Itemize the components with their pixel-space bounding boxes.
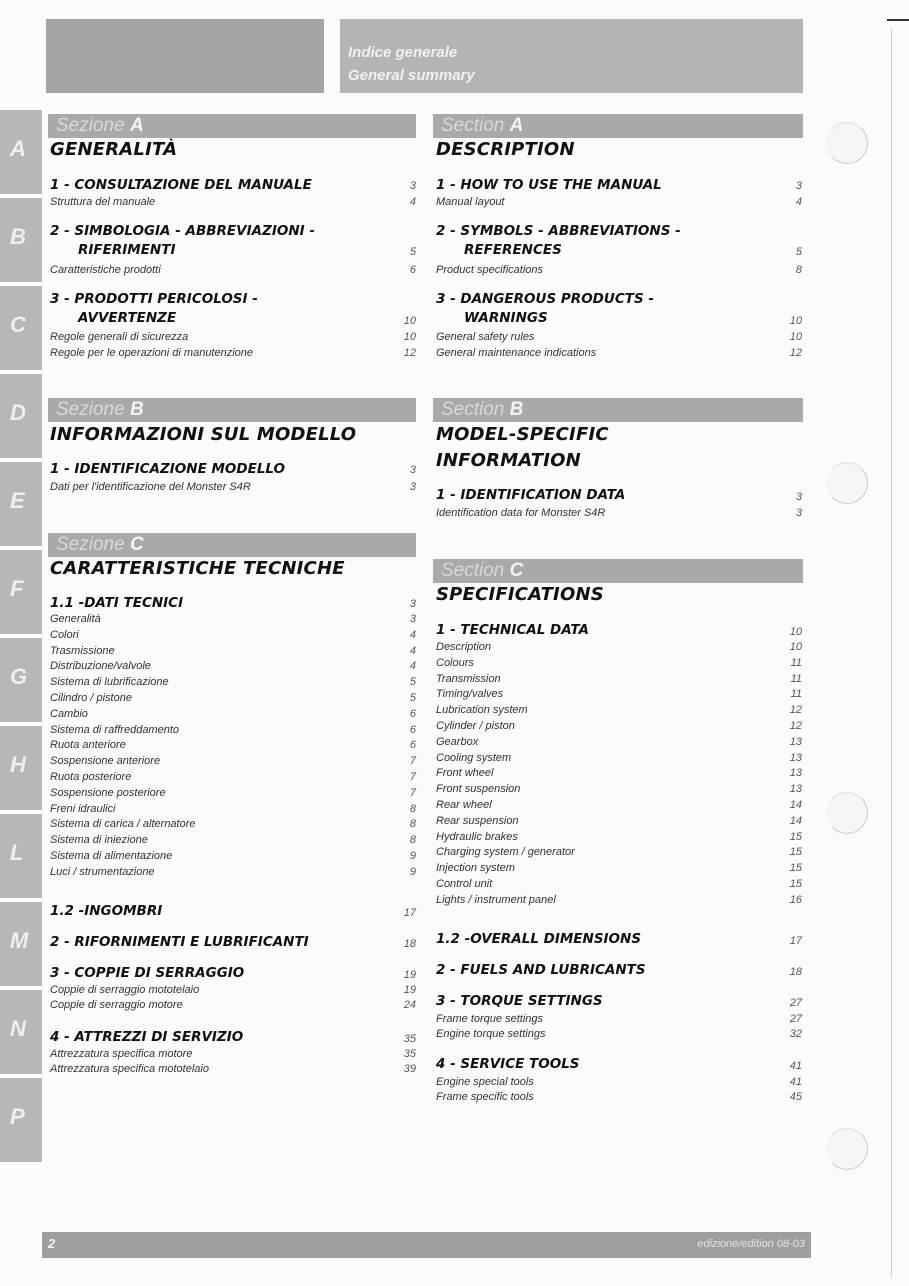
it-section-c-bar: Sezione C [48, 533, 416, 557]
header-title-block [340, 19, 803, 93]
en-a-ch3-page: 10 [789, 315, 802, 327]
edition-label: edizione/edition 08-03 [697, 1238, 805, 1250]
en-a-ch2-item: Product specifications [436, 264, 543, 276]
list-item: Rear suspension 14 [436, 814, 802, 827]
it-a-ch1-item-page: 4 [409, 196, 416, 208]
en-b-ch1-page: 3 [795, 491, 802, 503]
it-c-ch2-title: 2 - RIFORNIMENTI E LUBRIFICANTI [50, 934, 309, 950]
en-c-ch4-item-1: Engine special tools [436, 1076, 534, 1088]
list-item: Rear wheel 14 [436, 798, 802, 811]
list-item: Front wheel 13 [436, 767, 802, 780]
it-a-ch1-title: 1 - CONSULTAZIONE DEL MANUALE [50, 177, 312, 193]
en-a-ch2-page: 5 [795, 246, 802, 258]
it-section-a-bar: Sezione A [48, 114, 416, 138]
it-c-ch3-item-1-page: 19 [403, 984, 416, 996]
it-a-ch3-item-1-page: 10 [403, 331, 416, 343]
tab-c[interactable]: C [0, 286, 42, 374]
list-item: Generalità 3 [50, 613, 416, 625]
list-item: Cilindro / pistone 5 [50, 691, 416, 704]
it-section-b-bar: Sezione B [48, 398, 416, 422]
it-section-b-title: INFORMAZIONI SUL MODELLO [50, 424, 357, 445]
en-a-ch1-item: Manual layout [436, 196, 505, 208]
list-item: Sospensione posteriore 7 [50, 786, 416, 799]
en-a-ch3-item-1-page: 10 [789, 331, 802, 343]
it-a-ch3-title-cont: AVVERTENZE [78, 310, 177, 326]
it-section-a-title: GENERALITÀ [50, 139, 178, 160]
binder-hole [826, 792, 868, 834]
en-section-b-title: MODEL-SPECIFIC [436, 424, 609, 445]
list-item: Colours 11 [436, 656, 802, 669]
en-c-ch3-item-1-page: 27 [789, 1013, 802, 1025]
en-a-ch2-item-page: 8 [795, 264, 802, 276]
list-item: Cooling system 13 [436, 751, 802, 764]
en-a-ch3-item-2: General maintenance indications [436, 347, 597, 359]
en-b-ch1-item-page: 3 [795, 507, 802, 519]
list-item: Ruota anteriore 6 [50, 739, 416, 752]
en-c-ch4-item-2: Frame specific tools [436, 1091, 534, 1103]
en-a-ch3-item-2-page: 12 [789, 347, 802, 359]
it-c-ch2-page: 18 [403, 938, 416, 950]
list-item: Freni idraulici 8 [50, 802, 416, 815]
en-c-ch12-page: 17 [789, 935, 802, 947]
en-section-b-title-cont: INFORMATION [436, 450, 581, 471]
it-c-ch4-item-2-page: 39 [403, 1063, 416, 1075]
it-c-ch12-page: 17 [403, 907, 416, 919]
list-item: Luci / strumentazione 9 [50, 865, 416, 878]
it-a-ch3-item-1: Regole generali di sicurezza [50, 331, 189, 343]
it-a-ch2-item: Caratteristiche prodotti [50, 264, 161, 276]
en-a-ch1-page: 3 [795, 180, 802, 192]
en-c-ch3-page: 27 [789, 997, 802, 1009]
tab-d[interactable]: D [0, 374, 42, 462]
en-a-ch3-title: 3 - DANGEROUS PRODUCTS - [436, 291, 654, 307]
title-english: General summary [348, 67, 475, 84]
edge-mark [887, 19, 909, 21]
it-a-ch3-page: 10 [403, 315, 416, 327]
en-a-ch3-item-1: General safety rules [436, 331, 535, 343]
it-c-ch11-list [50, 613, 416, 882]
binder-hole [826, 1128, 868, 1170]
tab-e[interactable]: E [0, 462, 42, 550]
page-edge [891, 28, 892, 1278]
en-c-ch2-page: 18 [789, 966, 802, 978]
it-a-ch3-item-2-page: 12 [403, 347, 416, 359]
list-item: Trasmissione 4 [50, 644, 416, 657]
it-a-ch1-page: 3 [409, 180, 416, 192]
list-item: Sistema di iniezione 8 [50, 834, 416, 847]
page-number: 2 [48, 1236, 56, 1251]
list-item: Charging system / generator 15 [436, 846, 802, 859]
tab-g[interactable]: G [0, 638, 42, 726]
title-italian: Indice generale [348, 44, 458, 61]
binder-hole [826, 462, 868, 504]
it-c-ch4-page: 35 [403, 1033, 416, 1045]
it-a-ch2-title-cont: RIFERIMENTI [78, 242, 176, 258]
en-c-ch4-item-2-page: 45 [789, 1091, 802, 1103]
it-c-ch3-item-1: Coppie di serraggio mototelaio [50, 984, 200, 996]
it-a-ch2-page: 5 [409, 246, 416, 258]
en-section-c-title: SPECIFICATIONS [436, 584, 604, 605]
en-a-ch2-title-cont: REFERENCES [464, 242, 562, 258]
it-c-ch11-title: 1.1 -DATI TECNICI [50, 595, 184, 611]
list-item: Sistema di lubrificazione 5 [50, 676, 416, 689]
tab-a[interactable]: A [0, 110, 42, 198]
it-c-ch3-page: 19 [403, 969, 416, 981]
list-item: Injection system 15 [436, 862, 802, 875]
en-section-b-bar: Section B [433, 398, 803, 422]
it-c-ch4-title: 4 - ATTREZZI DI SERVIZIO [50, 1029, 244, 1045]
tab-b[interactable]: B [0, 198, 42, 286]
tab-h[interactable]: H [0, 726, 42, 814]
it-c-ch4-item-2: Attrezzatura specifica mototelaio [50, 1063, 209, 1075]
list-item: Sistema di carica / alternatore 8 [50, 818, 416, 831]
en-c-ch12-title: 1.2 -OVERALL DIMENSIONS [436, 931, 642, 947]
list-item: Sistema di raffreddamento 6 [50, 723, 416, 736]
en-c-ch4-item-1-page: 41 [789, 1076, 802, 1088]
tab-m[interactable]: M [0, 902, 42, 990]
list-item: Transmission 11 [436, 672, 802, 685]
list-item: Ruota posteriore 7 [50, 770, 416, 783]
list-item: Colori 4 [50, 628, 416, 641]
header-gray-block [46, 19, 324, 93]
it-a-ch2-item-page: 6 [409, 264, 416, 276]
en-section-a-title: DESCRIPTION [436, 139, 575, 160]
it-c-ch4-item-1-page: 35 [403, 1048, 416, 1060]
en-c-ch3-item-2-page: 32 [789, 1028, 802, 1040]
it-a-ch2-title: 2 - SIMBOLOGIA - ABBREVIAZIONI - [50, 223, 315, 239]
en-c-ch4-page: 41 [789, 1060, 802, 1072]
list-item: Gearbox 13 [436, 735, 802, 748]
it-a-ch3-title: 3 - PRODOTTI PERICOLOSI - [50, 291, 258, 307]
list-item: Control unit 15 [436, 877, 802, 890]
it-c-ch12-title: 1.2 -INGOMBRI [50, 903, 163, 919]
en-c-ch1-title: 1 - TECHNICAL DATA [436, 622, 589, 638]
en-a-ch3-title-cont: WARNINGS [464, 310, 548, 326]
en-b-ch1-title: 1 - IDENTIFICATION DATA [436, 487, 626, 503]
it-b-ch1-item: Dati per l'identificazione del Monster S4R [50, 481, 251, 493]
en-c-ch2-title: 2 - FUELS AND LUBRICANTS [436, 962, 646, 978]
it-b-ch1-page: 3 [409, 464, 416, 476]
it-c-ch3-title: 3 - COPPIE DI SERRAGGIO [50, 965, 245, 981]
it-c-ch3-item-2-page: 24 [403, 999, 416, 1011]
list-item: Lights / instrument panel 16 [436, 893, 802, 906]
it-c-ch4-item-1: Attrezzatura specifica motore [50, 1048, 193, 1060]
list-item: Sistema di alimentazione 9 [50, 849, 416, 862]
tab-p[interactable]: P [0, 1078, 42, 1166]
footer-bar [42, 1232, 811, 1258]
it-c-ch3-item-2: Coppie di serraggio motore [50, 999, 183, 1011]
en-c-ch3-title: 3 - TORQUE SETTINGS [436, 993, 603, 1009]
en-a-ch1-title: 1 - HOW TO USE THE MANUAL [436, 177, 662, 193]
en-b-ch1-item: Identification data for Monster S4R [436, 507, 606, 519]
en-section-a-bar: Section A [433, 114, 803, 138]
it-c-ch11-page: 3 [409, 598, 416, 610]
list-item: Sospensione anteriore 7 [50, 755, 416, 768]
it-a-ch1-item: Struttura del manuale [50, 196, 156, 208]
tab-l[interactable]: L [0, 814, 42, 902]
en-c-ch3-item-1: Frame torque settings [436, 1013, 543, 1025]
en-a-ch1-item-page: 4 [795, 196, 802, 208]
binder-hole [826, 122, 868, 164]
en-c-ch1-page: 10 [789, 626, 802, 638]
tab-n[interactable]: N [0, 990, 42, 1078]
list-item: Lubrication system 12 [436, 704, 802, 717]
tab-f[interactable]: F [0, 550, 42, 638]
list-item: Distribuzione/valvole 4 [50, 660, 416, 673]
list-item: Hydraulic brakes 15 [436, 830, 802, 843]
it-b-ch1-item-page: 3 [409, 481, 416, 493]
it-section-c-title: CARATTERISTICHE TECNICHE [50, 558, 345, 579]
list-item: Timing/valves 11 [436, 688, 802, 701]
list-item: Cambio 6 [50, 707, 416, 720]
it-b-ch1-title: 1 - IDENTIFICAZIONE MODELLO [50, 461, 286, 477]
en-a-ch2-title: 2 - SYMBOLS - ABBREVIATIONS - [436, 223, 681, 239]
it-a-ch3-item-2: Regole per le operazioni di manutenzione [50, 347, 254, 359]
list-item: Cylinder / piston 12 [436, 719, 802, 732]
en-c-ch3-item-2: Engine torque settings [436, 1028, 546, 1040]
list-item: Front suspension 13 [436, 783, 802, 796]
list-item: Description 10 [436, 641, 802, 653]
en-c-ch4-title: 4 - SERVICE TOOLS [436, 1056, 580, 1072]
en-c-ch1-list [436, 641, 802, 910]
en-section-c-bar: Section C [433, 559, 803, 583]
